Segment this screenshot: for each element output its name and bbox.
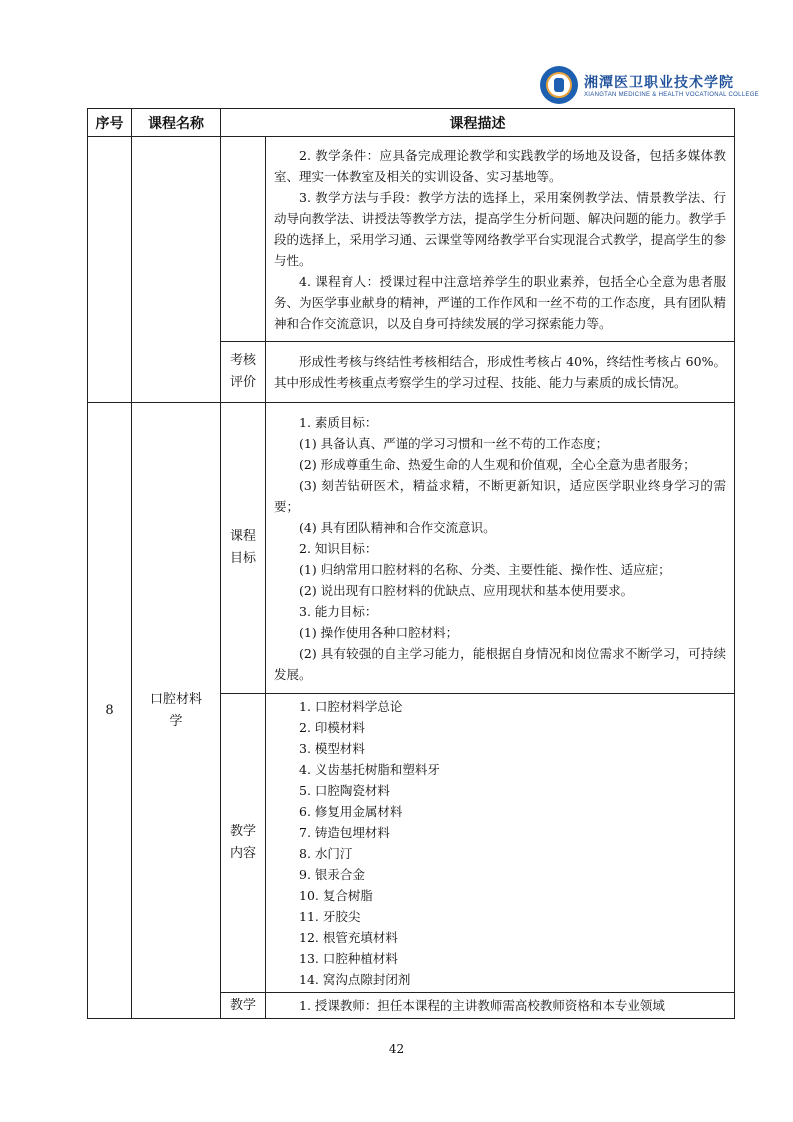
assessment-cell [266,342,735,403]
content-cell [266,694,735,993]
number-cell-empty [88,137,132,403]
list-item: 2. 知识目标： [299,540,378,556]
table-row [88,137,735,342]
label-cell-empty [221,137,266,342]
teaching-implementation-cell [266,137,735,342]
list-item: (2) 具有较强的自主学习能力，能根据自身情况和岗位需求不断学习，可持续发展。 [274,645,726,682]
list-item: 2. 印模材料 [299,720,365,735]
header-course-name: 课程名称 [132,109,221,137]
paragraph-course-education: 4. 课程育人：授课过程中注意培养学生的职业素养，包括全心全意为患者服务、为医学事业献身的精神，严谨的工作作风和一丝不苟的工作态度，具有团队精神和合作交流意识，以及自身可持续发展的学习探索能力等。 [274,273,726,331]
logo-english-name: XIANGTAN MEDICINE & HEALTH VOCATIONAL COLLEGE [584,92,759,98]
list-item: 1. 口腔材料学总论 [299,699,403,714]
goals-cell [266,403,735,694]
list-item: 3. 能力目标： [299,603,378,619]
table-row [88,403,735,694]
paragraph-teaching-methods: 3. 教学方法与手段：教学方法的选择上，采用案例教学法、情景教学法、行动导向教学法、讲授法等教学方法，提高学生分析问题、解决问题的能力。教学手段的选择上，采用学习通、云课堂等网络教学平台实现混合式教学，提高学生的参与性。 [274,189,726,268]
list-item: 6. 修复用金属材料 [299,804,403,819]
list-item: 4. 义齿基托树脂和塑料牙 [299,762,440,777]
course-name: 口腔材料 学 [132,403,221,1019]
logo-chinese-name: 湘潭医卫职业技术学院 [584,75,734,91]
list-item: 1. 素质目标： [299,414,378,430]
header-course-description: 课程描述 [221,109,735,137]
name-cell-empty [132,137,221,403]
table-header-row [88,109,735,137]
content-label: 教学 内容 [221,694,266,993]
teaching-text: 1. 授课教师：担任本课程的主讲教师需高校教师资格和本专业领域 [299,998,665,1013]
list-item: (1) 操作使用各种口腔材料； [299,624,459,640]
list-item: 14. 窝沟点隙封闭剂 [299,972,411,987]
college-seal-icon [540,66,578,104]
list-item: 11. 牙胶尖 [299,909,361,924]
list-item: (3) 刻苦钻研医术，精益求精，不断更新知识，适应医学职业终身学习的需要； [274,477,726,514]
list-item: 9. 银汞合金 [299,867,365,882]
teaching-label: 教学 [221,993,266,1019]
list-item: 10. 复合树脂 [299,888,373,903]
list-item: 5. 口腔陶瓷材料 [299,783,390,798]
course-table [87,108,735,1019]
paragraph-teaching-conditions: 2. 教学条件：应具备完成理论教学和实践教学的场地及设备，包括多媒体教室、理实一体教室及相关的实训设备、实习基地等。 [274,147,726,184]
header-number: 序号 [88,109,132,137]
list-item: (2) 说出现有口腔材料的优缺点、应用现状和基本使用要求。 [299,582,634,598]
list-item: 12. 根管充填材料 [299,930,398,945]
list-item: 7. 铸造包埋材料 [299,825,390,840]
page-number: 42 [388,1042,405,1056]
assessment-text: 形成性考核与终结性考核相结合，形成性考核占 40%，终结性考核占 60%。其中形成性考核重点考察学生的学习过程、技能、能力与素质的成长情况。 [274,354,726,390]
list-item: (1) 归纳常用口腔材料的名称、分类、主要性能、操作性、适应症； [299,561,671,577]
list-item: 13. 口腔种植材料 [299,951,398,966]
list-item: (4) 具有团队精神和合作交流意识。 [299,519,496,535]
list-item: 8. 水门汀 [299,846,353,861]
assessment-label: 考核 评价 [221,342,266,403]
list-item: 3. 模型材料 [299,741,365,756]
list-item: (1) 具备认真、严谨的学习习惯和一丝不苟的工作态度； [299,435,609,451]
course-number: 8 [88,403,132,1019]
list-item: (2) 形成尊重生命、热爱生命的人生观和价值观，全心全意为患者服务； [299,456,696,472]
goals-label: 课程 目标 [221,403,266,694]
college-logo [540,66,759,104]
teaching-cell [266,993,735,1019]
